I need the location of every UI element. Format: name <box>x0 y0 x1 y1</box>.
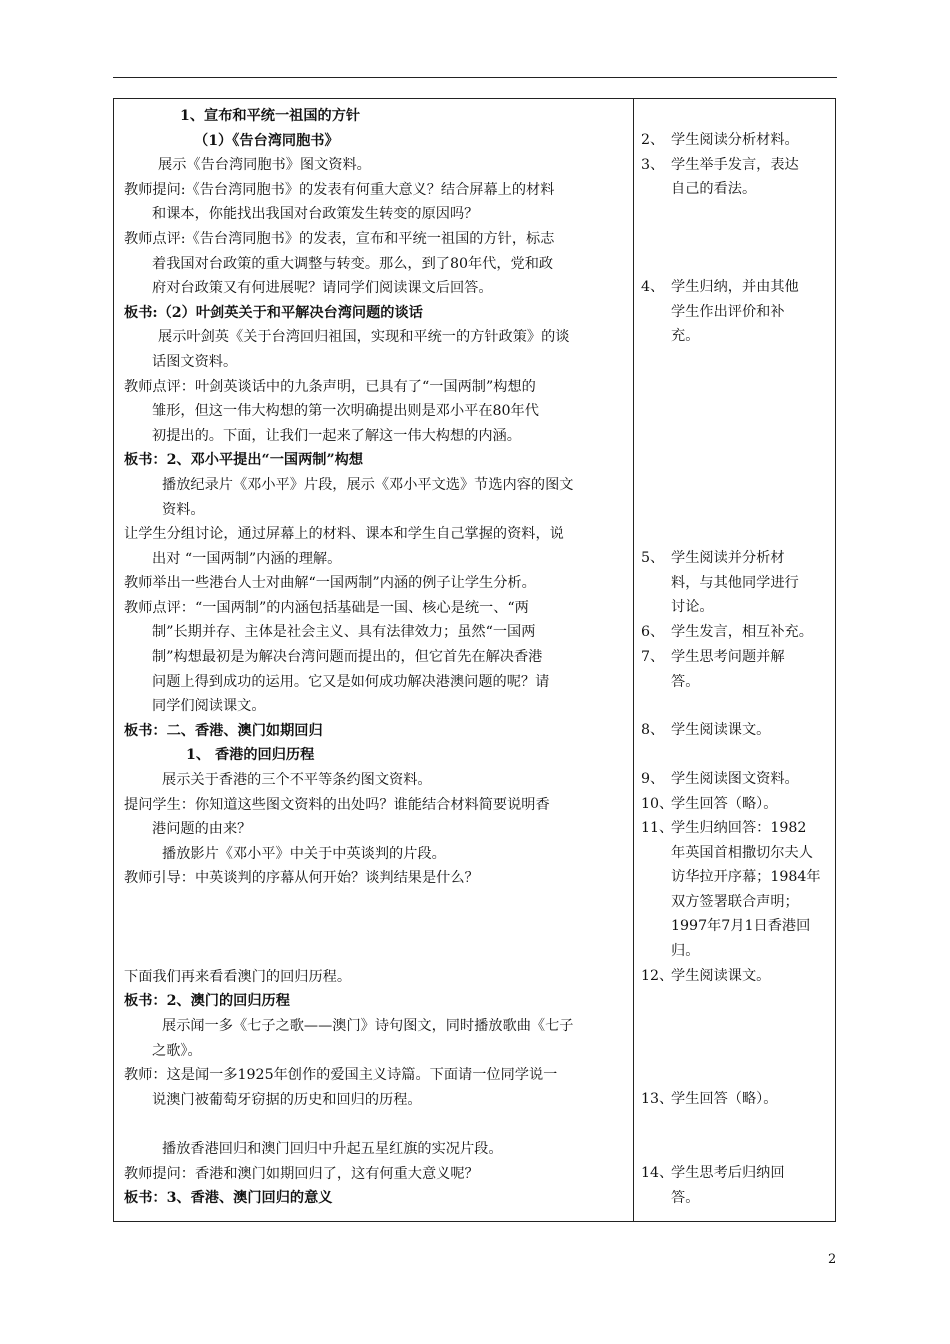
teacher-line: 教师举出一些港台人士对曲解“一国两制”内涵的例子让学生分析。 <box>124 575 536 592</box>
student-item-line: 充。 <box>671 328 700 345</box>
teacher-line: 下面我们再来看看澳门的回归历程。 <box>124 968 352 985</box>
teacher-line: 提问学生：你知道这些图文资料的出处吗？谁能结合材料简要说明香 <box>124 796 550 813</box>
teacher-line: 教师提问：香港和澳门如期回归了，这有何重大意义呢？ <box>124 1165 479 1182</box>
teacher-line: 板书：二、香港、澳门如期回归 <box>124 722 323 739</box>
student-item-line: 学生阅读课文。 <box>671 968 771 984</box>
student-item-line: 学生归纳回答：1982 <box>671 820 807 836</box>
student-item-text <box>671 816 831 964</box>
student-item <box>641 1087 831 1112</box>
student-item-line: 学生阅读分析材料。 <box>671 132 799 148</box>
student-item-number: 4、 <box>641 279 665 295</box>
student-item-number: 7、 <box>641 649 665 665</box>
student-item-text <box>671 767 831 792</box>
student-item-line: 1997年7月1日香港回 <box>671 918 811 935</box>
student-item <box>641 792 831 817</box>
teacher-activity-column <box>124 104 626 1211</box>
student-item-text <box>671 546 831 620</box>
teacher-line: 教师点评：“一国两制”的内涵包括基础是一国、核心是统一、“两 <box>124 599 529 616</box>
student-item-line: 答。 <box>671 673 700 690</box>
teacher-line: 话图文资料。 <box>152 353 238 370</box>
teacher-line: 1、宣布和平统一祖国的方针 <box>180 108 361 124</box>
student-item-text <box>671 645 831 694</box>
teacher-line: 问题上得到成功的运用。它又是如何成功解决港澳问题的呢？请 <box>152 673 550 690</box>
teacher-line: 和课本，你能找出我国对台政策发生转变的原因吗？ <box>152 206 479 223</box>
student-item-text <box>671 153 831 202</box>
teacher-line: 同学们阅读课文。 <box>152 698 266 715</box>
teacher-line: 教师提问:《告台湾同胞书》的发表有何重大意义？结合屏幕上的材料 <box>124 181 555 198</box>
student-item-line: 学生阅读图文资料。 <box>671 771 799 787</box>
teacher-line: 出对 “一国两制”内涵的理解。 <box>152 550 342 567</box>
student-item <box>641 816 831 964</box>
teacher-line: 板书：3、香港、澳门回归的意义 <box>124 1190 333 1207</box>
student-item-text <box>671 718 831 743</box>
student-item-line: 学生思考问题并解 <box>671 649 785 665</box>
teacher-line: 说澳门被葡萄牙窃据的历史和回归的历程。 <box>152 1091 422 1108</box>
teacher-line: 板书：2、邓小平提出“一国两制”构想 <box>124 452 364 469</box>
student-item <box>641 128 831 153</box>
student-item <box>641 767 831 792</box>
student-item <box>641 1161 831 1210</box>
teacher-line: 板书：2、澳门的回归历程 <box>124 993 290 1010</box>
student-item-line: 自己的看法。 <box>671 181 757 198</box>
student-item-text <box>671 1087 831 1112</box>
teacher-line: 展示叶剑英《关于台湾回归祖国，实现和平统一的方针政策》的谈 <box>158 329 570 346</box>
page-number: 2 <box>828 1252 837 1267</box>
student-item-number: 2、 <box>641 132 665 148</box>
teacher-line: 展示关于香港的三个不平等条约图文资料。 <box>162 772 432 789</box>
student-item-number: 5、 <box>641 550 665 566</box>
teacher-line: 播放香港回归和澳门回归中升起五星红旗的实况片段。 <box>162 1140 503 1157</box>
student-item-number: 8、 <box>641 722 665 738</box>
student-item <box>641 153 831 202</box>
student-item-text <box>671 964 831 989</box>
student-item-number: 6、 <box>641 624 665 640</box>
student-item-text <box>671 1161 831 1210</box>
teacher-line <box>124 1112 626 1137</box>
student-item-number: 12、 <box>641 968 674 984</box>
student-item-number: 9、 <box>641 771 665 787</box>
student-item-line: 归。 <box>671 942 700 959</box>
teacher-line: 之歌》。 <box>152 1042 202 1059</box>
student-item-line: 学生发言，相互补充。 <box>671 624 813 640</box>
teacher-line: 1、 香港的回归历程 <box>186 747 315 764</box>
teacher-line: 教师点评：叶剑英谈话中的九条声明，已具有了“一国两制”构想的 <box>124 378 536 395</box>
teacher-line: 制”构想最初是为解决台湾问题而提出的，但它首先在解决香港 <box>152 649 543 666</box>
teacher-line: 着我国对台政策的重大调整与转变。那么，到了80年代，党和政 <box>152 255 554 272</box>
teacher-line: 府对台政策又有何进展呢？请同学们阅读课文后回答。 <box>152 280 493 297</box>
student-item-number: 11、 <box>641 820 674 836</box>
student-item-text <box>671 275 831 349</box>
student-item-line: 学生阅读课文。 <box>671 722 771 738</box>
teacher-line <box>124 940 626 965</box>
lesson-table <box>113 98 836 1222</box>
student-item <box>641 964 831 989</box>
student-item-line: 访华拉开序幕；1984年 <box>671 869 821 886</box>
teacher-line: 教师点评:《告台湾同胞书》的发表，宣布和平统一祖国的方针，标志 <box>124 230 555 247</box>
teacher-line: （1）《告台湾同胞书》 <box>194 132 339 149</box>
student-item-line: 料，与其他同学进行 <box>671 574 799 591</box>
student-item-line: 双方签署联合声明； <box>671 893 799 910</box>
teacher-line: 雏形，但这一伟大构想的第一次明确提出则是邓小平在80年代 <box>152 403 539 420</box>
student-item-line: 年英国首相撒切尔夫人 <box>671 844 813 861</box>
teacher-line <box>124 891 626 916</box>
teacher-line: 播放影片《邓小平》中关于中英谈判的片段。 <box>162 845 446 862</box>
teacher-line: 教师：这是闻一多1925年创作的爱国主义诗篇。下面请一位同学说一 <box>124 1067 558 1084</box>
student-item-text <box>671 792 831 817</box>
student-item-line: 学生归纳，并由其他 <box>671 279 799 295</box>
student-item-line: 讨论。 <box>671 599 714 616</box>
student-item-line: 学生回答（略）。 <box>671 1091 778 1107</box>
header-rule <box>113 77 837 78</box>
teacher-line: 板书:（2）叶剑英关于和平解决台湾问题的谈话 <box>124 304 423 321</box>
student-item-number: 13、 <box>641 1091 674 1107</box>
column-divider <box>633 99 634 1221</box>
teacher-line: 教师引导：中英谈判的序幕从何开始？谈判结果是什么？ <box>124 870 479 887</box>
student-item-text <box>671 128 831 153</box>
student-item-line: 学生思考后归纳回 <box>671 1165 785 1181</box>
student-item-line: 学生回答（略）。 <box>671 796 778 812</box>
teacher-line: 展示闻一多《七子之歌——澳门》诗句图文，同时播放歌曲《七子 <box>162 1017 574 1034</box>
student-item <box>641 546 831 620</box>
student-item-line: 学生作出评价和补 <box>671 303 785 320</box>
student-item-number: 14、 <box>641 1165 674 1181</box>
teacher-line: 制”长期并存、主体是社会主义、具有法律效力；虽然“一国两 <box>152 624 536 641</box>
student-item-line: 答。 <box>671 1189 700 1206</box>
teacher-line: 让学生分组讨论，通过屏幕上的材料、课本和学生自己掌握的资料，说 <box>124 526 564 543</box>
teacher-line: 初提出的。下面，让我们一起来了解这一伟大构想的内涵。 <box>152 427 521 444</box>
student-item-line: 学生阅读并分析材 <box>671 550 785 566</box>
student-item <box>641 645 831 694</box>
teacher-line: 播放纪录片《邓小平》片段，展示《邓小平文选》节选内容的图文 <box>162 476 574 493</box>
student-item <box>641 620 831 645</box>
teacher-line: 展示《告台湾同胞书》图文资料。 <box>158 157 371 174</box>
student-item <box>641 718 831 743</box>
student-item-number: 10、 <box>641 796 674 812</box>
teacher-line <box>124 916 626 941</box>
teacher-line: 港问题的由来？ <box>152 821 252 838</box>
student-item-text <box>671 620 831 645</box>
student-item <box>641 275 831 349</box>
student-item-line: 学生举手发言，表达 <box>671 156 799 173</box>
student-item-number: 3、 <box>641 156 665 173</box>
teacher-line: 资料。 <box>162 501 205 518</box>
